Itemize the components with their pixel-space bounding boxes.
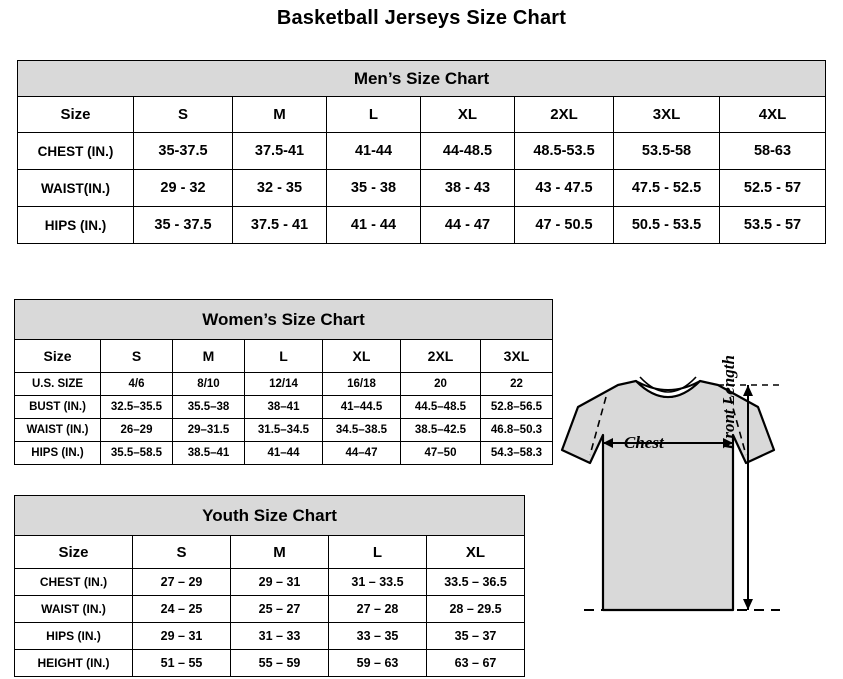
table-cell: 48.5-53.5: [515, 133, 614, 170]
row-label: HEIGHT (IN.): [15, 650, 133, 677]
table-cell: 52.8–56.5: [481, 396, 553, 419]
page-title: Basketball Jerseys Size Chart: [276, 7, 567, 29]
table-cell: 53.5 - 57: [720, 207, 826, 244]
column-header: L: [327, 97, 421, 133]
column-header: Size: [15, 340, 101, 373]
table-row: [15, 623, 525, 650]
shirt-outline: [562, 381, 774, 610]
table-row: [15, 396, 553, 419]
table-cell: 47.5 - 52.5: [614, 170, 720, 207]
table-row: [18, 170, 826, 207]
table-cell: 55 – 59: [231, 650, 329, 677]
row-label: WAIST(IN.): [18, 170, 134, 207]
row-label: WAIST (IN.): [15, 419, 101, 442]
table-cell: 35 - 37.5: [134, 207, 233, 244]
column-header: XL: [421, 97, 515, 133]
youth-size-chart-section: [14, 495, 524, 677]
table-row: [15, 596, 525, 623]
table-cell: 51 – 55: [133, 650, 231, 677]
table-cell: 27 – 28: [329, 596, 427, 623]
row-label: CHEST (IN.): [15, 569, 133, 596]
table-cell: 46.8–50.3: [481, 419, 553, 442]
table-header-row: [15, 340, 553, 373]
table-cell: 29 – 31: [133, 623, 231, 650]
table-cell: 37.5 - 41: [233, 207, 327, 244]
table-cell: 27 – 29: [133, 569, 231, 596]
table-cell: 44.5–48.5: [401, 396, 481, 419]
table-row: [15, 569, 525, 596]
column-header: M: [233, 97, 327, 133]
table-cell: 41–44.5: [323, 396, 401, 419]
table-cell: 50.5 - 53.5: [614, 207, 720, 244]
chest-measure-label: Chest: [624, 433, 664, 452]
table-cell: 25 – 27: [231, 596, 329, 623]
column-header: XL: [323, 340, 401, 373]
table-cell: 12/14: [245, 373, 323, 396]
table-caption-row: [15, 300, 553, 340]
table-cell: 31.5–34.5: [245, 419, 323, 442]
table-cell: 38 - 43: [421, 170, 515, 207]
length-arrow-top-icon: [743, 385, 753, 396]
table-cell: 35 – 37: [427, 623, 525, 650]
table-cell: 54.3–58.3: [481, 442, 553, 465]
row-label: WAIST (IN.): [15, 596, 133, 623]
table-cell: 4/6: [101, 373, 173, 396]
table-cell: 16/18: [323, 373, 401, 396]
table-cell: 35.5–38: [173, 396, 245, 419]
table-cell: 34.5–38.5: [323, 419, 401, 442]
table-cell: 33.5 – 36.5: [427, 569, 525, 596]
row-label: HIPS (IN.): [15, 442, 101, 465]
column-header: 2XL: [401, 340, 481, 373]
mens-size-table: [17, 60, 826, 244]
table-cell: 44-48.5: [421, 133, 515, 170]
table-caption-row: [15, 496, 525, 536]
table-cell: 26–29: [101, 419, 173, 442]
table-cell: 37.5-41: [233, 133, 327, 170]
table-cell: 47–50: [401, 442, 481, 465]
table-cell: 29–31.5: [173, 419, 245, 442]
table-cell: 59 – 63: [329, 650, 427, 677]
table-cell: 53.5-58: [614, 133, 720, 170]
table-header-row: [18, 97, 826, 133]
row-label: HIPS (IN.): [18, 207, 134, 244]
table-cell: 29 - 32: [134, 170, 233, 207]
column-header: L: [245, 340, 323, 373]
youth-table-caption: Youth Size Chart: [15, 496, 525, 536]
table-cell: 41 - 44: [327, 207, 421, 244]
table-row: [15, 442, 553, 465]
column-header: M: [231, 536, 329, 569]
table-cell: 44 - 47: [421, 207, 515, 244]
table-cell: 38.5–41: [173, 442, 245, 465]
table-caption-row: [18, 61, 826, 97]
table-row: [15, 419, 553, 442]
jersey-measurement-diagram: [548, 355, 838, 655]
table-cell: 41-44: [327, 133, 421, 170]
column-header: S: [101, 340, 173, 373]
table-cell: 43 - 47.5: [515, 170, 614, 207]
table-cell: 38.5–42.5: [401, 419, 481, 442]
table-cell: 47 - 50.5: [515, 207, 614, 244]
table-cell: 28 – 29.5: [427, 596, 525, 623]
column-header: S: [133, 536, 231, 569]
youth-size-table: [14, 495, 525, 677]
table-cell: 22: [481, 373, 553, 396]
table-cell: 8/10: [173, 373, 245, 396]
column-header: Size: [15, 536, 133, 569]
table-cell: 31 – 33.5: [329, 569, 427, 596]
mens-size-chart-section: [17, 60, 825, 244]
jersey-shirt-icon: [548, 355, 838, 655]
column-header: 4XL: [720, 97, 826, 133]
table-cell: 38–41: [245, 396, 323, 419]
row-label: BUST (IN.): [15, 396, 101, 419]
table-cell: 44–47: [323, 442, 401, 465]
table-row: [15, 650, 525, 677]
column-header: XL: [427, 536, 525, 569]
table-cell: 32 - 35: [233, 170, 327, 207]
table-row: [18, 133, 826, 170]
table-row: [18, 207, 826, 244]
column-header: 3XL: [614, 97, 720, 133]
womens-table-caption: Women’s Size Chart: [15, 300, 553, 340]
column-header: 3XL: [481, 340, 553, 373]
table-cell: 63 – 67: [427, 650, 525, 677]
table-cell: 20: [401, 373, 481, 396]
table-cell: 35.5–58.5: [101, 442, 173, 465]
table-cell: 32.5–35.5: [101, 396, 173, 419]
table-cell: 35-37.5: [134, 133, 233, 170]
table-cell: 58-63: [720, 133, 826, 170]
front-length-measure-label: Front Length: [719, 355, 738, 450]
womens-size-table: [14, 299, 553, 465]
row-label: CHEST (IN.): [18, 133, 134, 170]
table-cell: 35 - 38: [327, 170, 421, 207]
column-header: S: [134, 97, 233, 133]
length-arrow-bottom-icon: [743, 599, 753, 610]
table-cell: 41–44: [245, 442, 323, 465]
womens-size-chart-section: [14, 299, 552, 465]
table-cell: 52.5 - 57: [720, 170, 826, 207]
table-cell: 33 – 35: [329, 623, 427, 650]
table-cell: 31 – 33: [231, 623, 329, 650]
column-header: L: [329, 536, 427, 569]
table-cell: 29 – 31: [231, 569, 329, 596]
table-cell: 24 – 25: [133, 596, 231, 623]
row-label: HIPS (IN.): [15, 623, 133, 650]
column-header: Size: [18, 97, 134, 133]
table-header-row: [15, 536, 525, 569]
row-label: U.S. SIZE: [15, 373, 101, 396]
mens-table-caption: Men’s Size Chart: [18, 61, 826, 97]
column-header: 2XL: [515, 97, 614, 133]
column-header: M: [173, 340, 245, 373]
table-row: [15, 373, 553, 396]
